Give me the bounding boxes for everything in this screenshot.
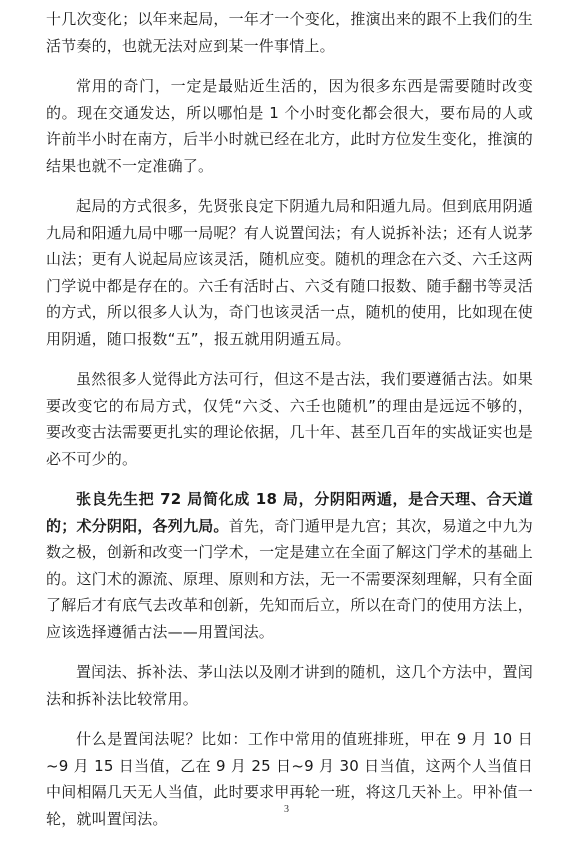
paragraph-2: 常用的奇门，一定是最贴近生活的，因为很多东西是需要随时改变的。现在交通发达，所以哪怕是 1 个小时变化都会很大，要布局的人或许前半小时在南方，后半小时就已经在北方，此时方位发生变化，推演的结果也就不一定准确了。 — [46, 77, 533, 175]
paragraph-4: 虽然很多人觉得此方法可行，但这不是古法，我们要遵循古法。如果要改变它的布局方式，仅凭“六爻、六壬也随机”的理由是远远不够的，要改变古法需要更扎实的理论依据，几十年、甚至几百年的实战证实也是必不可少的。 — [46, 370, 533, 468]
paragraph-6: 置闰法、拆补法、茅山法以及刚才讲到的随机，这几个方法中，置闰法和拆补法比较常用。 — [46, 663, 533, 708]
paragraph-7: 什么是置闰法呢？比如：工作中常用的值班排班，甲在 9 月 10 日~9 月 15 日当值，乙在 9 月 25 日~9 月 30 日当值，这两个人当值日中间相隔几天无人当值，此时要求甲再轮一班，将这几天补上。甲补值一轮，就叫置闰法。 — [46, 730, 533, 828]
paragraph-1: 十几次变化；以年来起局，一年才一个变化，推演出来的跟不上我们的生活节奏的，也就无法对应到某一件事情上。 — [46, 10, 533, 55]
paragraph-5 — [46, 486, 533, 645]
paragraph-5-bold-lead: 张良先生把 72 局简化成 18 局，分阴阳两遁，是合天理、合天道的；术分阴阳，各列九局。 — [46, 490, 533, 535]
page-body — [46, 6, 533, 846]
page-number: 3 — [284, 804, 289, 815]
paragraph-5-rest: 首先，奇门遁甲是九宫；其次，易道之中九为数之极，创新和改变一门学术，一定是建立在全面了解这门学术的基础上的。这门术的源流、原理、原则和方法，无一不需要深刻理解，只有全面了解后才有底气去改革和创新，先知而后立，所以在奇门的使用方法上，应该选择遵循古法——用置闰法。 — [46, 516, 533, 641]
paragraph-3: 起局的方式很多，先贤张良定下阴遁九局和阳遁九局。但到底用阴遁九局和阳遁九局中哪一局呢？有人说置闰法；有人说拆补法；还有人说茅山法；更有人说起局应该灵活，随机应变。随机的理念在六爻、六壬这两门学说中都是存在的。六壬有活时占、六爻有随口报数、随手翻书等灵活的方式，所以很多人认为，奇门也该灵活一点，随机的使用，比如现在使用阴遁，随口报数“五”，报五就用阴遁五局。 — [46, 197, 533, 348]
